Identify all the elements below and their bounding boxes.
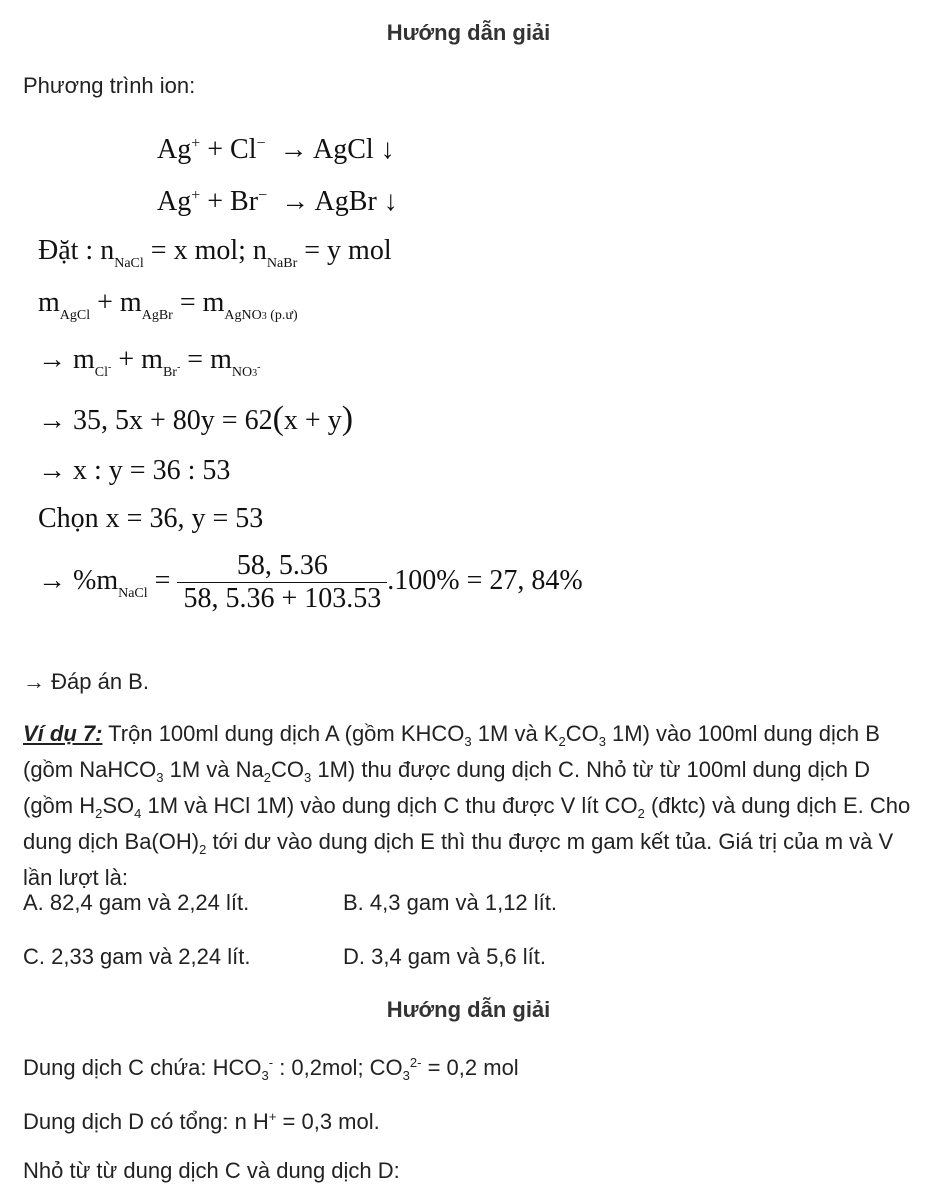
example-7: Ví dụ 7: Trộn 100ml dung dịch A (gồm $KHCO_3$ 1M và $K_2CO_3$ 1M) vào 100ml dung dịch B (gồm NaHCO$_3$ 1M và $Na_2CO_3$ 1M) thu được dung dịch C. Nhỏ từ từ 100ml dung dịch D (gồm $H_2SO_4$ 1M và HCl 1M) vào dung dịch C thu được V lít $CO_2$ (đktc) và dung dịch E. Cho dung dịch $Ba(OH)_2$ tới dư vào dung dịch E thì thu được m gam kết tủa. Giá trị của m và V lần lượt là: [23, 721, 911, 890]
solution-line-2: Dung dịch D có tổng: n H+ = 0,3 mol. [23, 1109, 380, 1134]
equation-ion-mass: → $m_{Cl^-} + m_{Br^-} = m_{NO3^-}$ [38, 344, 261, 380]
equation-mass-balance: $m_{AgCl} + m_{AgBr} = m_{AgNO3 (p.ư)}$ [38, 287, 298, 323]
example-label: Ví dụ 7: [23, 721, 103, 746]
equation-agbr: Ag+ + Br− → AgBr ↓ [157, 186, 398, 217]
fraction: $\frac{58, 5.36}{58, 5.36 + 103.53}$ [177, 550, 387, 615]
option-d: D. 3,4 gam và 5,6 lít. [343, 944, 546, 969]
option-a: A. 82,4 gam và 2,24 lít. [23, 890, 250, 915]
solution-line-3: Nhỏ từ từ dung dịch C và dung dịch D: [23, 1158, 400, 1183]
intro-text: Phương trình ion: [23, 73, 196, 98]
equation-linear: → 35, 5x + 80y = 62(x + y) [38, 400, 354, 437]
heading-huong-dan-giai-1: Hướng dẫn giải [386, 20, 551, 45]
equation-agcl: Ag+ + Cl− → AgCl ↓ [157, 134, 395, 165]
equation-chon: Chọn x = 36, y = 53 [38, 503, 264, 534]
equation-ratio: → x : y = 36 : 53 [38, 455, 231, 486]
solution-line-1: Dung dịch C chứa: $HCO_3^-$ : 0,2mol; $CO_3^{2-} = 0,2$ mol [23, 1055, 519, 1083]
equation-dat: Đặt : $n_{NaCl} = x$ mol; $n_{NaBr} = y$ mol [38, 235, 392, 271]
equation-percent: → $\%m_{NaCl}$ = $\frac{58, 5.36}{58, 5.36 + 103.53}$ .100% = 27, 84% [38, 550, 583, 614]
answer-line: → Đáp án B. [23, 669, 149, 694]
heading-huong-dan-giai-2: Hướng dẫn giải [386, 997, 551, 1022]
option-b: B. 4,3 gam và 1,12 lít. [343, 890, 558, 915]
option-c: C. 2,33 gam và 2,24 lít. [23, 944, 251, 969]
